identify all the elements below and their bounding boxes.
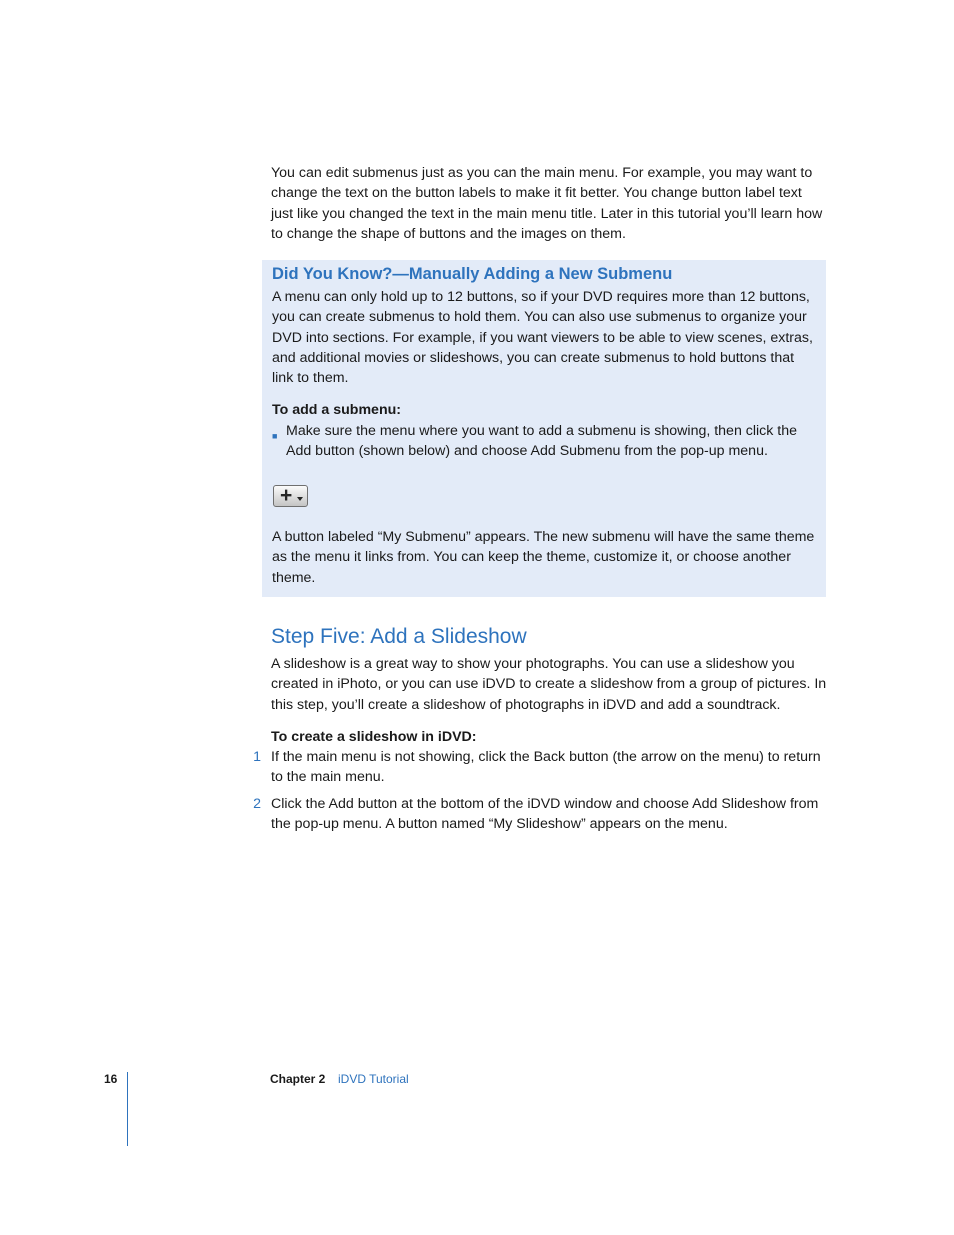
intro-paragraph: You can edit submenus just as you can the main menu. For example, you may want to change the text on the button labels to make it fit better. You change button label text just like you changed the text in the main menu title. Later in this tutorial you’ll learn how to change the shape of buttons and the images on them. xyxy=(271,165,823,242)
sidebar-task-heading: To add a submenu: xyxy=(272,402,402,418)
sidebar-title: Did You Know?—Manually Adding a New Submenu xyxy=(272,265,673,283)
footer-book-title: iDVD Tutorial xyxy=(338,1072,409,1086)
sidebar-bullet-text: Make sure the menu where you want to add a submenu is showing, then click the Add button (shown below) and choose Add Submenu from the pop-up menu. xyxy=(286,423,798,460)
step-intro: A slideshow is a great way to show your photographs. You can use a slideshow you created in iPhoto, or you can use iDVD to create a slideshow from a group of pictures. In this step, you’ll create a slideshow of photographs in iDVD and add a soundtrack. xyxy=(271,656,827,713)
chevron-down-icon xyxy=(297,497,303,501)
sidebar-closing-text: A button labeled “My Submenu” appears. The new submenu will have the same theme as the menu it links from. You can keep the theme, customize it, or choose another theme. xyxy=(272,529,815,586)
step-number-2: 2 xyxy=(253,796,261,812)
bullet-square-icon: ■ xyxy=(272,431,278,441)
footer-chapter: Chapter 2 xyxy=(270,1072,326,1086)
step-text-2: Click the Add button at the bottom of the iDVD window and choose Add Slideshow from the pop-up menu. A button named “My Slideshow” appears on the menu. xyxy=(271,796,819,833)
page-number: 16 xyxy=(104,1072,118,1086)
step-number-1: 1 xyxy=(253,749,261,765)
plus-popup-icon: + xyxy=(280,484,293,507)
step-task-heading: To create a slideshow in iDVD: xyxy=(271,729,477,745)
step-text-1: If the main menu is not showing, click the Back button (the arrow on the menu) to return to the main menu. xyxy=(271,749,821,786)
sidebar-body: A menu can only hold up to 12 buttons, so if your DVD requires more than 12 buttons, you can create submenus to hold them. You can also use submenus to organize your DVD into sections. For example, if you want viewers to be able to view scenes, extras, and additional movies or slideshows, you can create submenus to hold buttons that link to them. xyxy=(272,289,813,387)
did-you-know-sidebar xyxy=(262,260,826,597)
add-button-illustration xyxy=(273,485,308,507)
section-title: Step Five: Add a Slideshow xyxy=(271,625,527,648)
footer-divider xyxy=(127,1072,128,1146)
